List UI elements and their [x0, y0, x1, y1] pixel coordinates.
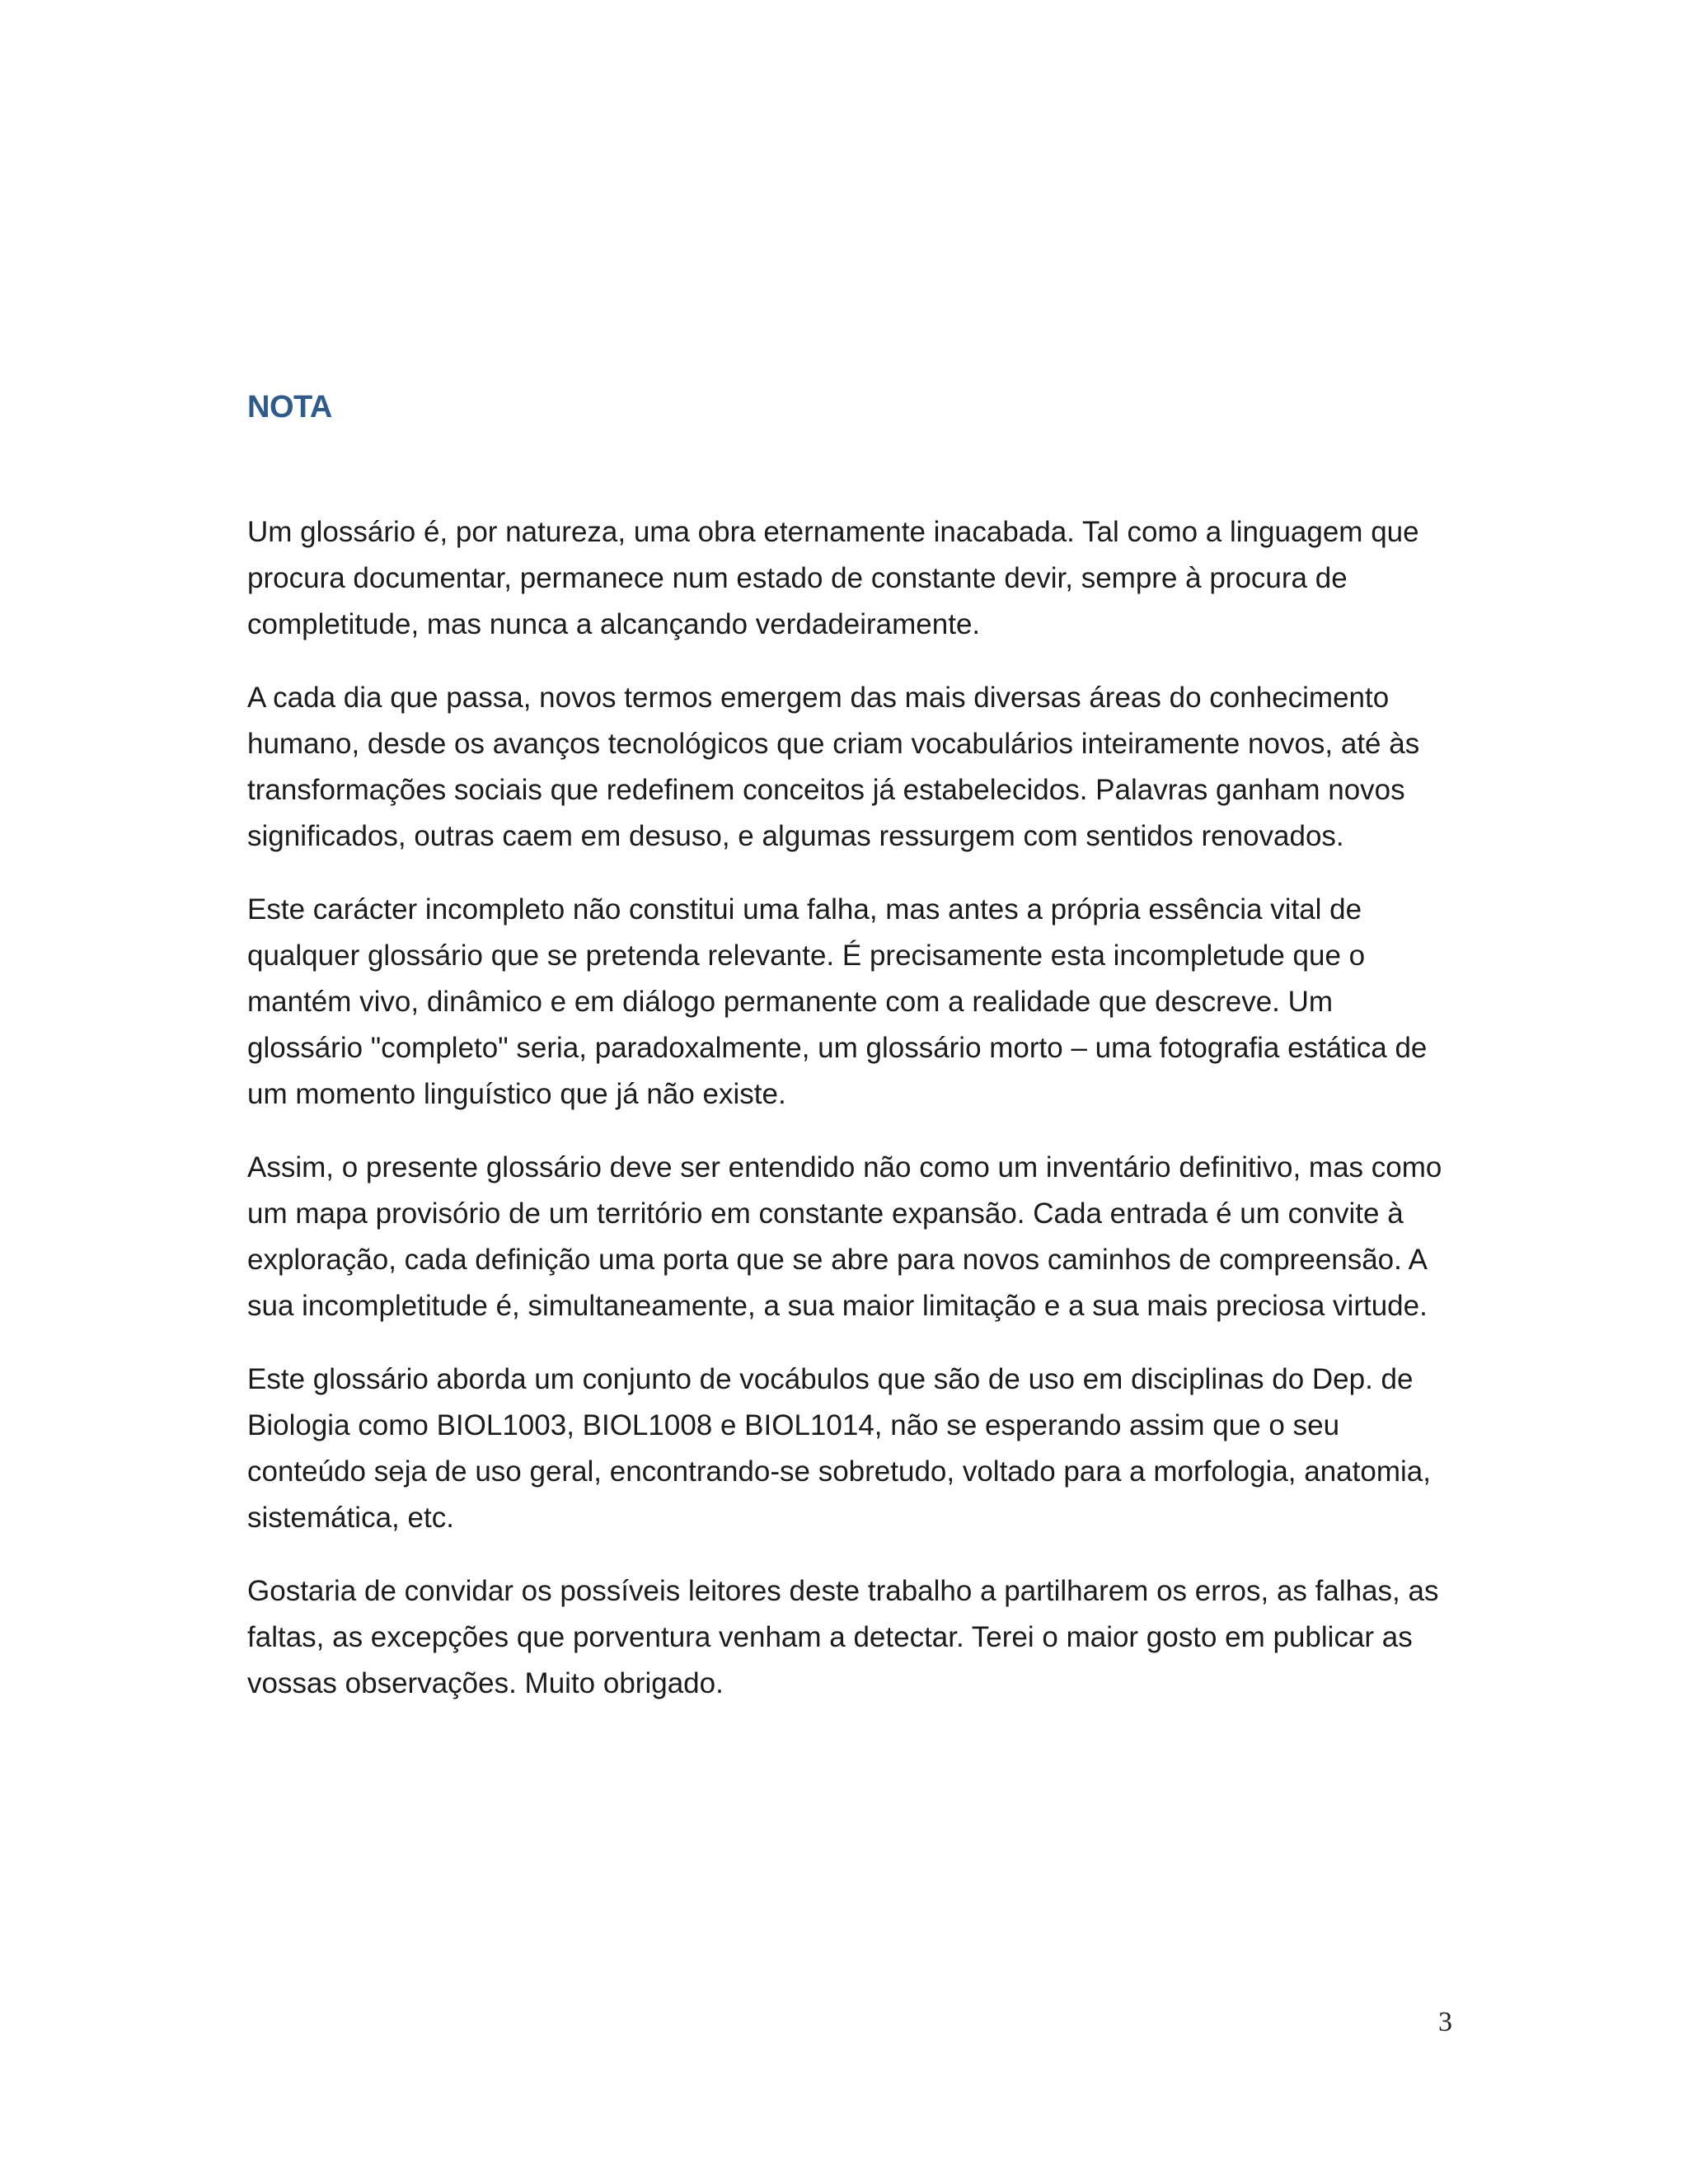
paragraph-4: Assim, o presente glossário deve ser entendido não como um inventário definitivo, mas como um mapa provisório de um território em constante expansão. Cada entrada é um convite à exploração, cada definição uma porta que se abre para novos caminhos de compreensão. A sua incompletitude é, simultaneamente, a sua maior limitação e a sua mais preciosa virtude.	[247, 1151, 1442, 1322]
page-number: 3	[1438, 2007, 1452, 2037]
body-text	[247, 509, 1451, 1734]
paragraph-2: A cada dia que passa, novos termos emergem das mais diversas áreas do conhecimento humano, desde os avanços tecnológicos que criam vocabulários inteiramente novos, até às transformações sociais que redefinem conceitos já estabelecidos. Palavras ganham novos significados, outras caem em desuso, e algumas ressurgem com sentidos renovados.	[247, 682, 1420, 852]
paragraph-5: Este glossário aborda um conjunto de vocábulos que são de uso em disciplinas do Dep. de Biologia como BIOL1003, BIOL1008 e BIOL1014, não se esperando assim que o seu conteúdo seja de uso geral, encontrando-se sobretudo, voltado para a morfologia, anatomia, sistemática, etc.	[247, 1363, 1431, 1534]
section-heading: NOTA	[247, 390, 332, 424]
paragraph-6: Gostaria de convidar os possíveis leitores deste trabalho a partilharem os erros, as falhas, as faltas, as excepções que porventura venham a detectar. Terei o maior gosto em publicar as vossas observações. Muito obrigado.	[247, 1575, 1439, 1699]
paragraph-1: Um glossário é, por natureza, uma obra eternamente inacabada. Tal como a linguagem que procura documentar, permanece num estado de constante devir, sempre à procura de completitude, mas nunca a alcançando verdadeiramente.	[247, 516, 1419, 640]
paragraph-3: Este carácter incompleto não constitui uma falha, mas antes a própria essência vital de qualquer glossário que se pretenda relevante. É precisamente esta incompletude que o mantém vivo, dinâmico e em diálogo permanente com a realidade que descreve. Um glossário "completo" seria, paradoxalmente, um glossário morto – uma fotografia estática de um momento linguístico que já não existe.	[247, 893, 1428, 1110]
